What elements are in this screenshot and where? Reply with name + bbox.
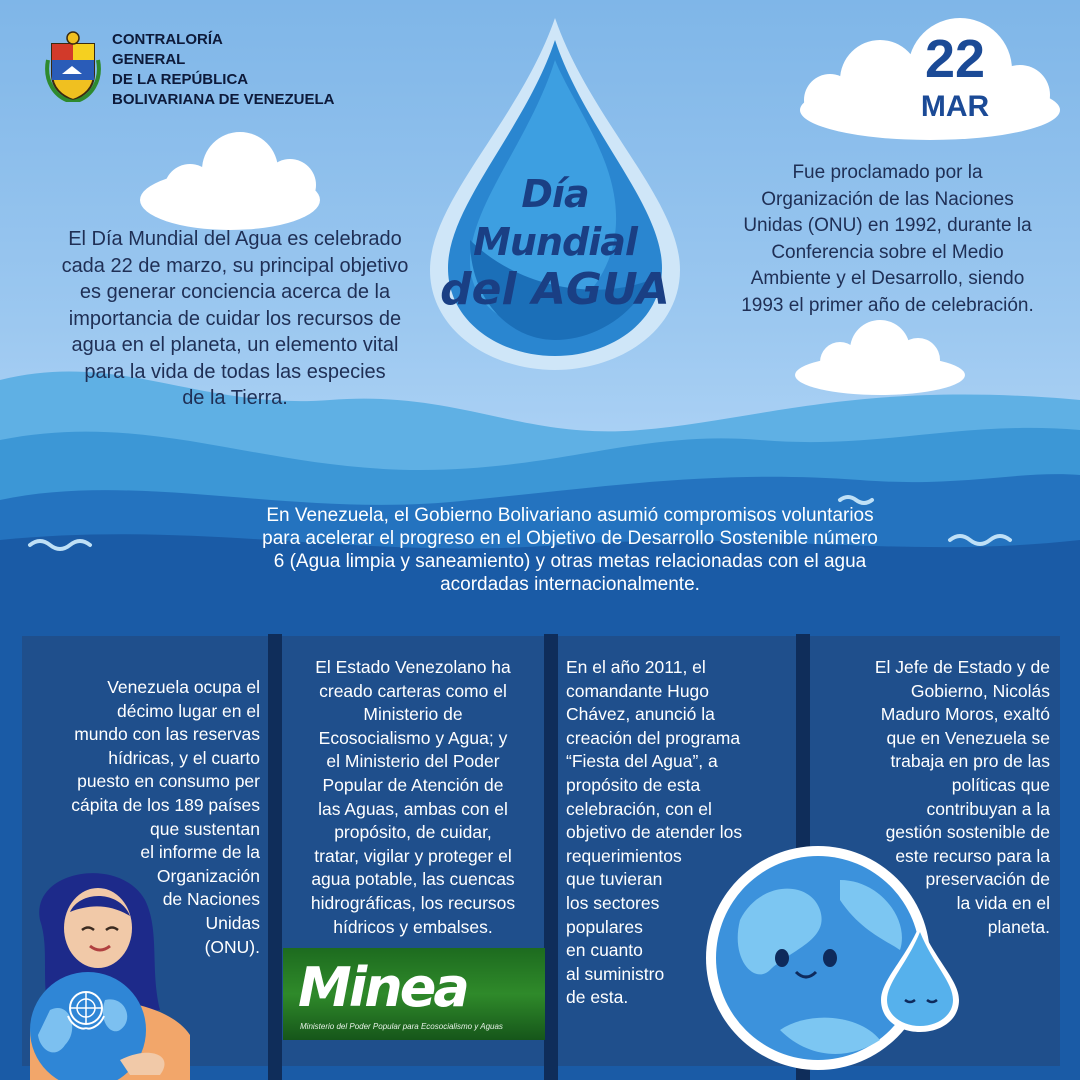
text-line: “Fiesta del Agua”, a [566,751,718,772]
text-line: Conferencia sobre el Medio [771,241,1004,263]
title-line: Día Mundial [473,172,637,264]
text-line: El Jefe de Estado y de [874,657,1050,677]
text-line: que tuvieran [566,869,663,890]
text-line: acordadas internacionalmente. [440,574,700,595]
date-month: MAR [920,90,990,123]
text-line: (ONU). [204,936,260,957]
text-line: gestión sostenible de [885,822,1050,843]
drop-character-icon [875,920,965,1035]
text-line: populares [566,916,643,937]
text-line: comandante Hugo [566,680,710,701]
institution-line: CONTRALORÍA [112,31,223,48]
institution-line: BOLIVARIANA DE VENEZUELA [112,91,335,108]
text-line: hidrográficas, los recursos [310,892,516,913]
text-line: Venezuela ocupa el [107,677,260,697]
text-line: propósito de esta [566,774,701,795]
text-line: décimo lugar en el [117,700,260,721]
text-line: puesto en consumo per [77,771,260,792]
text-line: para la vida de todas las especies [84,360,386,383]
text-line: que sustentan [150,818,260,839]
text-line: trabaja en pro de las [890,751,1050,772]
un-emblem-icon [64,986,108,1030]
text-line: El Día Mundial del Agua es celebrado [68,228,402,250]
text-line: en cuanto [566,940,643,961]
text-line: para acelerar el progreso en el Objetivo de Desarrollo Sostenible número [262,528,878,549]
text-line: de Naciones [162,889,260,910]
text-line: Chávez, anunció la [566,704,715,725]
page-title [440,170,670,314]
woman-holding-globe-icon [10,860,210,1080]
text-line: las Aguas, ambas con el [318,798,508,819]
text-line: la vida en el [956,892,1050,913]
text-line: Maduro Moros, exaltó [880,704,1050,725]
institution-line: GENERAL [112,51,186,68]
intro-left-text [30,226,440,412]
text-line: objetivo de atender los [566,822,743,843]
text-line: Ecosocialismo y Agua; y [318,727,508,748]
text-line: de esta. [566,987,629,1008]
institution-name [112,30,335,110]
text-line: Ministerio de [363,704,463,725]
text-line: agua potable, las cuencas [311,869,515,890]
text-line: creación del programa [566,727,741,748]
text-line: al suministro [566,963,665,984]
text-line: cápita de los 189 países [71,794,260,815]
text-line: este recurso para la [895,845,1050,866]
text-line: Organización [156,865,260,886]
text-line: propósito, de cuidar, [334,822,492,843]
title-line: del AGUA [440,264,670,315]
text-line: requerimientos [566,845,682,866]
text-line: preservación de [925,869,1050,890]
text-line: hídricos y embalses. [333,916,493,937]
text-line: planeta. [987,916,1050,937]
venezuela-coat-of-arms-icon [44,30,102,102]
banner-text [190,504,950,596]
text-line: 6 (Agua limpia y saneamiento) y otras metas relacionadas con el agua [273,551,867,572]
text-line: mundo con las reservas [74,724,260,745]
intro-right-text [700,160,1075,319]
text-line: Unidas [205,912,260,933]
institution-line: DE LA REPÚBLICA [112,71,249,88]
cloud-icon [140,132,320,230]
text-line: el informe de la [140,842,260,863]
text-line: importancia de cuidar los recursos de [68,307,402,330]
text-line: los sectores [566,892,660,913]
text-line: Fue proclamado por la [792,162,983,183]
text-line: es generar conciencia acerca de la [79,281,391,303]
text-line: En Venezuela, el Gobierno Bolivariano asumió compromisos voluntarios [266,505,874,526]
cloud-icon [795,320,965,395]
text-line: Ambiente y el Desarrollo, siendo [750,268,1025,289]
minea-subtitle: Ministerio del Poder Popular para Ecosocialismo y Aguas [300,1022,503,1031]
text-line: contribuyan a la [926,798,1050,819]
text-line: tratar, vigilar y proteger el [314,845,512,866]
text-line: Popular de Atención de [322,774,504,795]
text-line: 1993 el primer año de celebración. [741,294,1034,316]
text-line: que en Venezuela se [886,727,1050,748]
text-line: cada 22 de marzo, su principal objetivo [61,254,409,277]
text-line: hídricas, y el cuarto [108,747,260,768]
text-line: celebración, con el [566,798,712,819]
date-day: 22 [924,29,986,89]
text-line: En el año 2011, el [566,657,706,677]
text-line: El Estado Venezolano ha [315,657,511,677]
text-line: el Ministerio del Poder [326,751,500,772]
text-line: Organización de las Naciones [761,188,1014,210]
minea-logo-text: Minea [298,956,467,1019]
text-line: Unidas (ONU) en 1992, durante la [743,215,1032,236]
text-line: Gobierno, Nicolás [910,680,1050,701]
column-divider [268,634,282,1080]
text-line: creado carteras como el [319,680,507,701]
text-line: de la Tierra. [182,387,288,409]
column-divider [544,634,558,1080]
text-line: agua en el planeta, un elemento vital [71,334,399,356]
text-line: políticas que [951,774,1050,795]
